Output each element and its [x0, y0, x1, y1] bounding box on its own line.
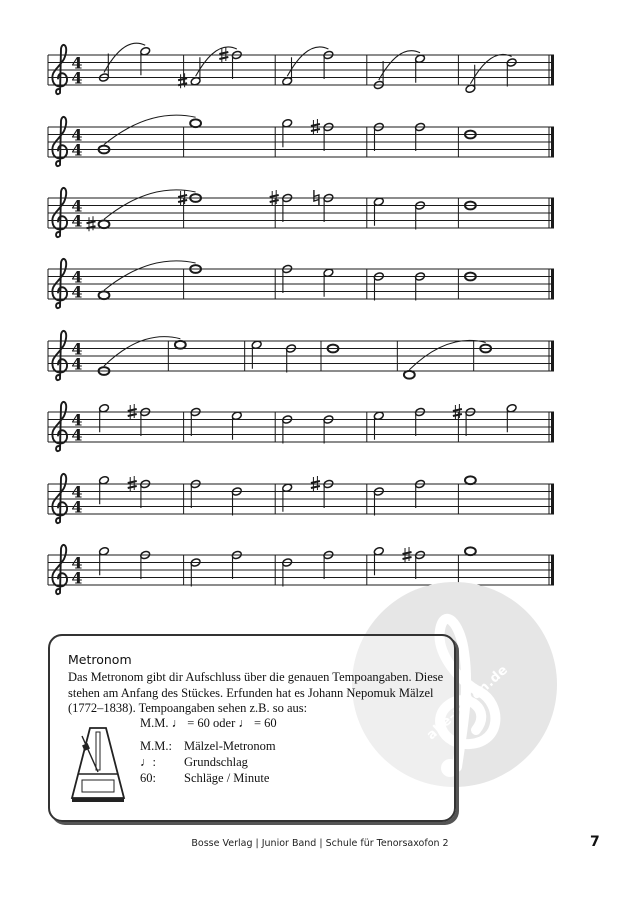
whole-note — [190, 119, 201, 127]
legend-value: Schläge / Minute — [184, 771, 270, 785]
legend-key: 60: — [140, 771, 156, 785]
mm-example: M.M. ♩ = 60 oder ♩ = 60 — [140, 716, 277, 730]
sharp-icon — [178, 73, 187, 88]
legend-key: M.M.: — [140, 739, 172, 753]
final-bar-thick — [551, 555, 554, 585]
time-signature-denominator: 4 — [71, 568, 83, 588]
whole-note — [404, 371, 415, 379]
time-signature-denominator: 4 — [71, 497, 83, 517]
whole-note — [175, 341, 186, 349]
box-title: Metronom — [68, 652, 132, 667]
whole-note — [465, 547, 476, 555]
final-bar-thick — [551, 127, 554, 157]
time-signature-numerator: 4 — [71, 125, 83, 145]
legend-value: Grundschlag — [184, 755, 248, 769]
metronome-info-box — [48, 634, 456, 822]
whole-note — [465, 476, 476, 484]
box-paragraph-text: Das Metronom gibt dir Aufschluss über die genauen Tempoangaben. Diese stehen am Anfang des Stückes. Erfunden hat es Johann Nepomuk Mälzel (1772–1838). Tempoangaben sehen z.B. so aus: — [68, 670, 444, 715]
final-bar-thick — [551, 269, 554, 299]
legend-row — [140, 738, 276, 754]
time-signature-numerator: 4 — [71, 267, 83, 287]
final-bar-thick — [551, 341, 554, 371]
footer-text: Bosse Verlag | Junior Band | Schule für Tenorsaxofon 2 — [191, 838, 449, 849]
time-signature-numerator: 4 — [71, 53, 83, 73]
box-paragraph — [68, 670, 452, 717]
time-signature-numerator: 4 — [71, 410, 83, 430]
slur — [104, 190, 196, 219]
slur — [470, 54, 511, 83]
time-signature-denominator: 4 — [71, 425, 83, 445]
slur — [104, 261, 196, 290]
watermark-text: alle-noten.de — [424, 662, 512, 744]
legend-row — [140, 770, 276, 786]
final-bar-thick — [551, 198, 554, 228]
metronome-legend — [140, 738, 276, 786]
time-signature-denominator: 4 — [71, 282, 83, 302]
legend-row — [140, 754, 276, 770]
slur — [287, 47, 328, 76]
time-signature-denominator: 4 — [71, 354, 83, 374]
time-signature-denominator: 4 — [71, 140, 83, 160]
time-signature-numerator: 4 — [71, 482, 83, 502]
time-signature-numerator: 4 — [71, 339, 83, 359]
legend-value: Mälzel-Metronom — [184, 739, 276, 753]
time-signature-denominator: 4 — [71, 68, 83, 88]
metronome-icon — [68, 724, 128, 804]
time-signature-denominator: 4 — [71, 211, 83, 231]
whole-note — [99, 220, 110, 228]
final-bar-thick — [551, 55, 554, 85]
time-signature-numerator: 4 — [71, 196, 83, 216]
whole-note — [99, 291, 110, 299]
slur — [104, 115, 196, 144]
time-signature-numerator: 4 — [71, 553, 83, 573]
legend-key: ♩: — [140, 755, 156, 769]
slur — [104, 43, 145, 72]
final-bar-thick — [551, 412, 554, 442]
slur — [409, 340, 485, 369]
page-number: 7 — [590, 834, 600, 850]
sharp-icon — [87, 216, 96, 231]
final-bar-thick — [551, 484, 554, 514]
slur — [196, 47, 237, 76]
